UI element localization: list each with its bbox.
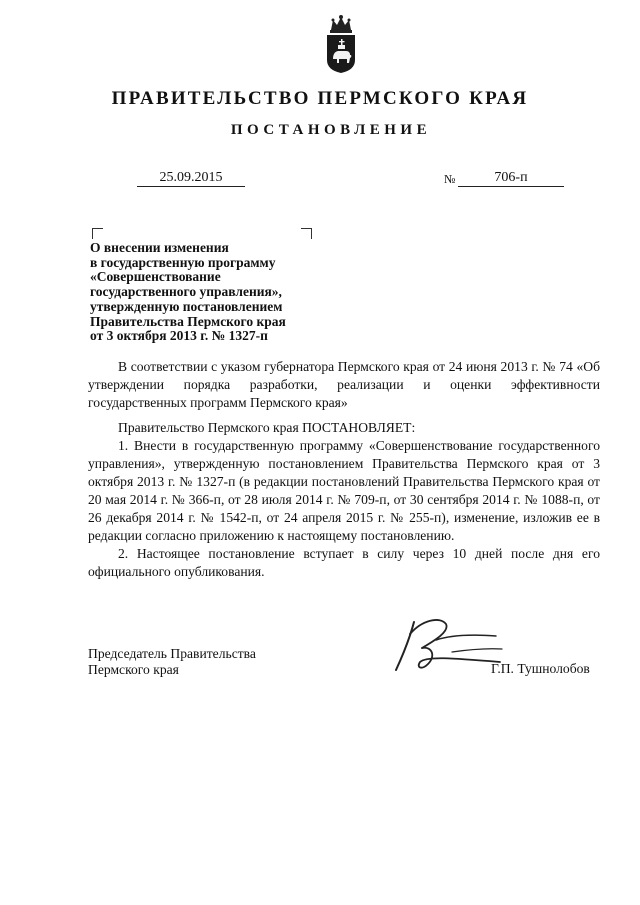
document-number: 706-п <box>458 170 564 187</box>
subject-line: от 3 октября 2013 г. № 1327-п <box>90 328 268 344</box>
document-body <box>88 358 600 581</box>
item-1-paragraph: 1. Внести в государственную программу «Совершенствование государственного управления», утвержденную постановлением Правительства Пермского края от 3 октября 2013 г. № 1327-п (в редакции постановлений Правительства Пермского края от 20 мая 2014 г. № 366-п, от 28 июля 2014 г. № 709-п, от 30 сентября 2014 г. № 1088-п, от 26 декабря 2014 г. № 1542-п, от 24 апреля 2015 г. № 255-п), изменение, изложив ее в редакции согласно приложению к настоящему постановлению. <box>88 438 600 543</box>
preamble-paragraph: В соответствии с указом губернатора Пермского края от 24 июня 2013 г. № 74 «Об утверждении порядка разработки, реализации и оценки эффективности государственных программ Пермского края» <box>88 359 600 410</box>
government-title: ПРАВИТЕЛЬСТВО ПЕРМСКОГО КРАЯ <box>111 88 529 109</box>
subject-line: О внесении изменения <box>90 240 229 255</box>
subject-line: государственного управления», <box>90 284 282 300</box>
signatory-title-line: Пермского края <box>88 662 179 677</box>
subject-line: Правительства Пермского края <box>90 313 286 329</box>
handwritten-signature-icon <box>392 612 504 678</box>
subject-bracket-left <box>92 228 103 239</box>
signatory-name: Г.П. Тушнолобов <box>491 661 590 676</box>
subject-line: в государственную программу <box>90 254 276 270</box>
number-sign: № <box>444 172 456 186</box>
coat-of-arms-icon <box>323 14 359 74</box>
document-date: 25.09.2015 <box>137 170 245 187</box>
subject-line: «Совершенствование <box>90 269 221 285</box>
resolves-paragraph: Правительство Пермского края ПОСТАНОВЛЯЕТ: <box>118 420 416 435</box>
signatory-title-line: Председатель Правительства <box>88 646 256 661</box>
item-2-paragraph: 2. Настоящее постановление вступает в силу через 10 дней после дня его официального опубликования. <box>88 546 600 579</box>
signatory-title <box>88 646 256 678</box>
subject-bracket-right <box>301 228 312 239</box>
document-type: ПОСТАНОВЛЕНИЕ <box>230 122 432 138</box>
document-subject <box>90 241 320 344</box>
subject-line: утвержденную постановлением <box>90 298 283 314</box>
